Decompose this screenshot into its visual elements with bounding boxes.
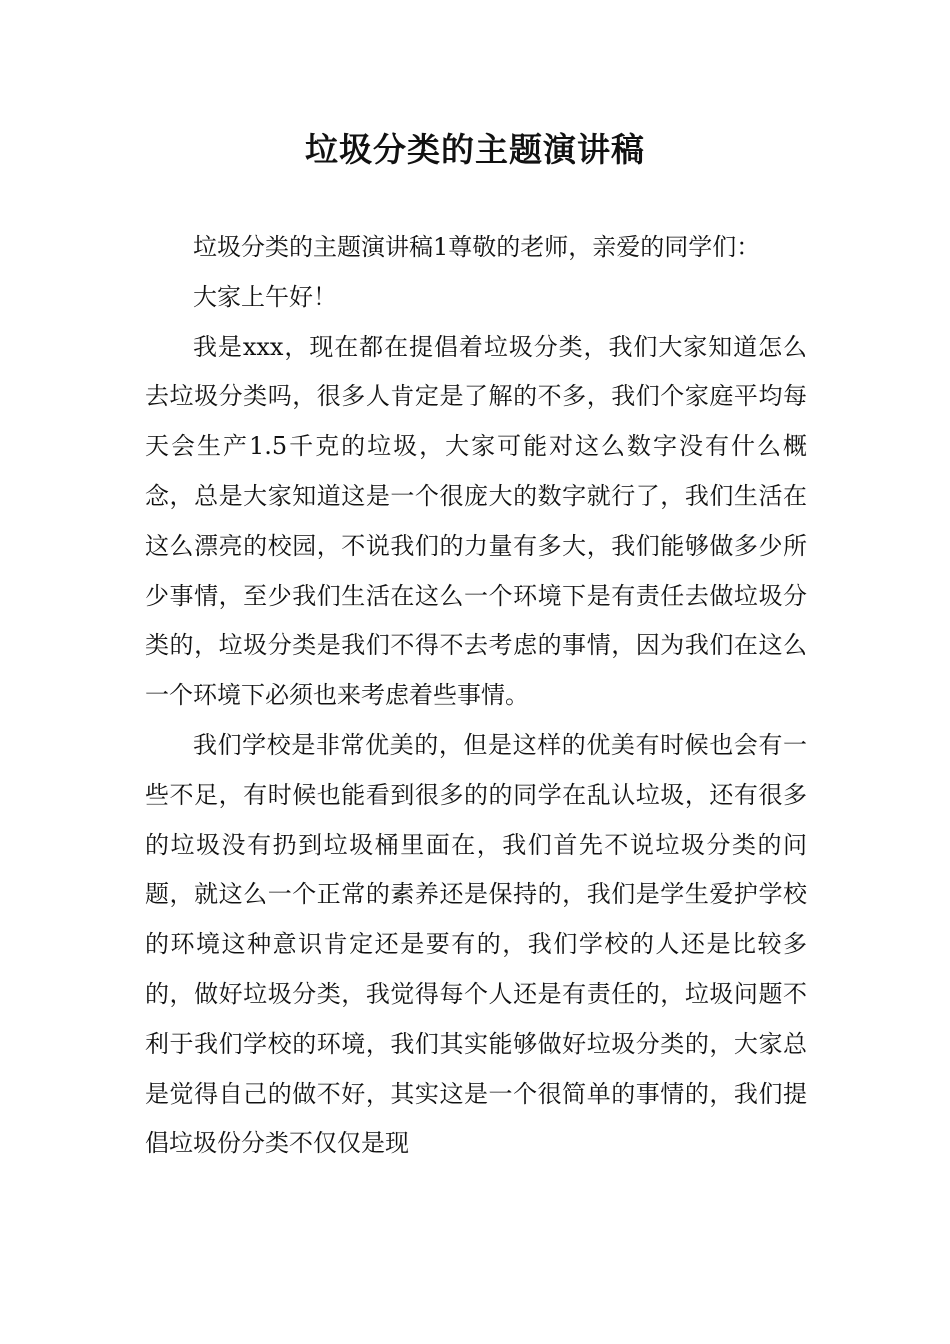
paragraph-salutation: 大家上午好！ bbox=[193, 282, 337, 311]
paragraph-introduction: 我是xxx，现在都在提倡着垃圾分类，我们大家知道怎么去垃圾分类吗，很多人肯定是了解的不多，我们个家庭平均每天会生产1.5千克的垃圾，大家可能对这么数字没有什么概念，总是大家知道这是一个很庞大的数字就行了，我们生活在这么漂亮的校园，不说我们的力量有多大，我们能够做多少所少事情，至少我们生活在这么一个环境下是有责任去做垃圾分类的，垃圾分类是我们不得不去考虑的事情，因为我们在这么一个环境下必须也来考虑着些事情。 bbox=[145, 332, 807, 710]
paragraph-school: 我们学校是非常优美的，但是这样的优美有时候也会有一些不足，有时候也能看到很多的的同学在乱认垃圾，还有很多的垃圾没有扔到垃圾桶里面在，我们首先不说垃圾分类的问题，就这么一个正常的素养还是保持的，我们是学生爱护学校的环境这种意识肯定还是要有的，我们学校的人还是比较多的，做好垃圾分类，我觉得每个人还是有责任的，垃圾问题不利于我们学校的环境，我们其实能够做好垃圾分类的，大家总是觉得自己的做不好，其实这是一个很简单的事情的，我们提倡垃圾份分类不仅仅是现 bbox=[145, 730, 807, 1158]
paragraph-greeting: 垃圾分类的主题演讲稿1尊敬的老师，亲爱的同学们： bbox=[193, 233, 761, 261]
document-body bbox=[145, 223, 807, 1169]
document-title: 垃圾分类的主题演讲稿 bbox=[305, 130, 645, 169]
